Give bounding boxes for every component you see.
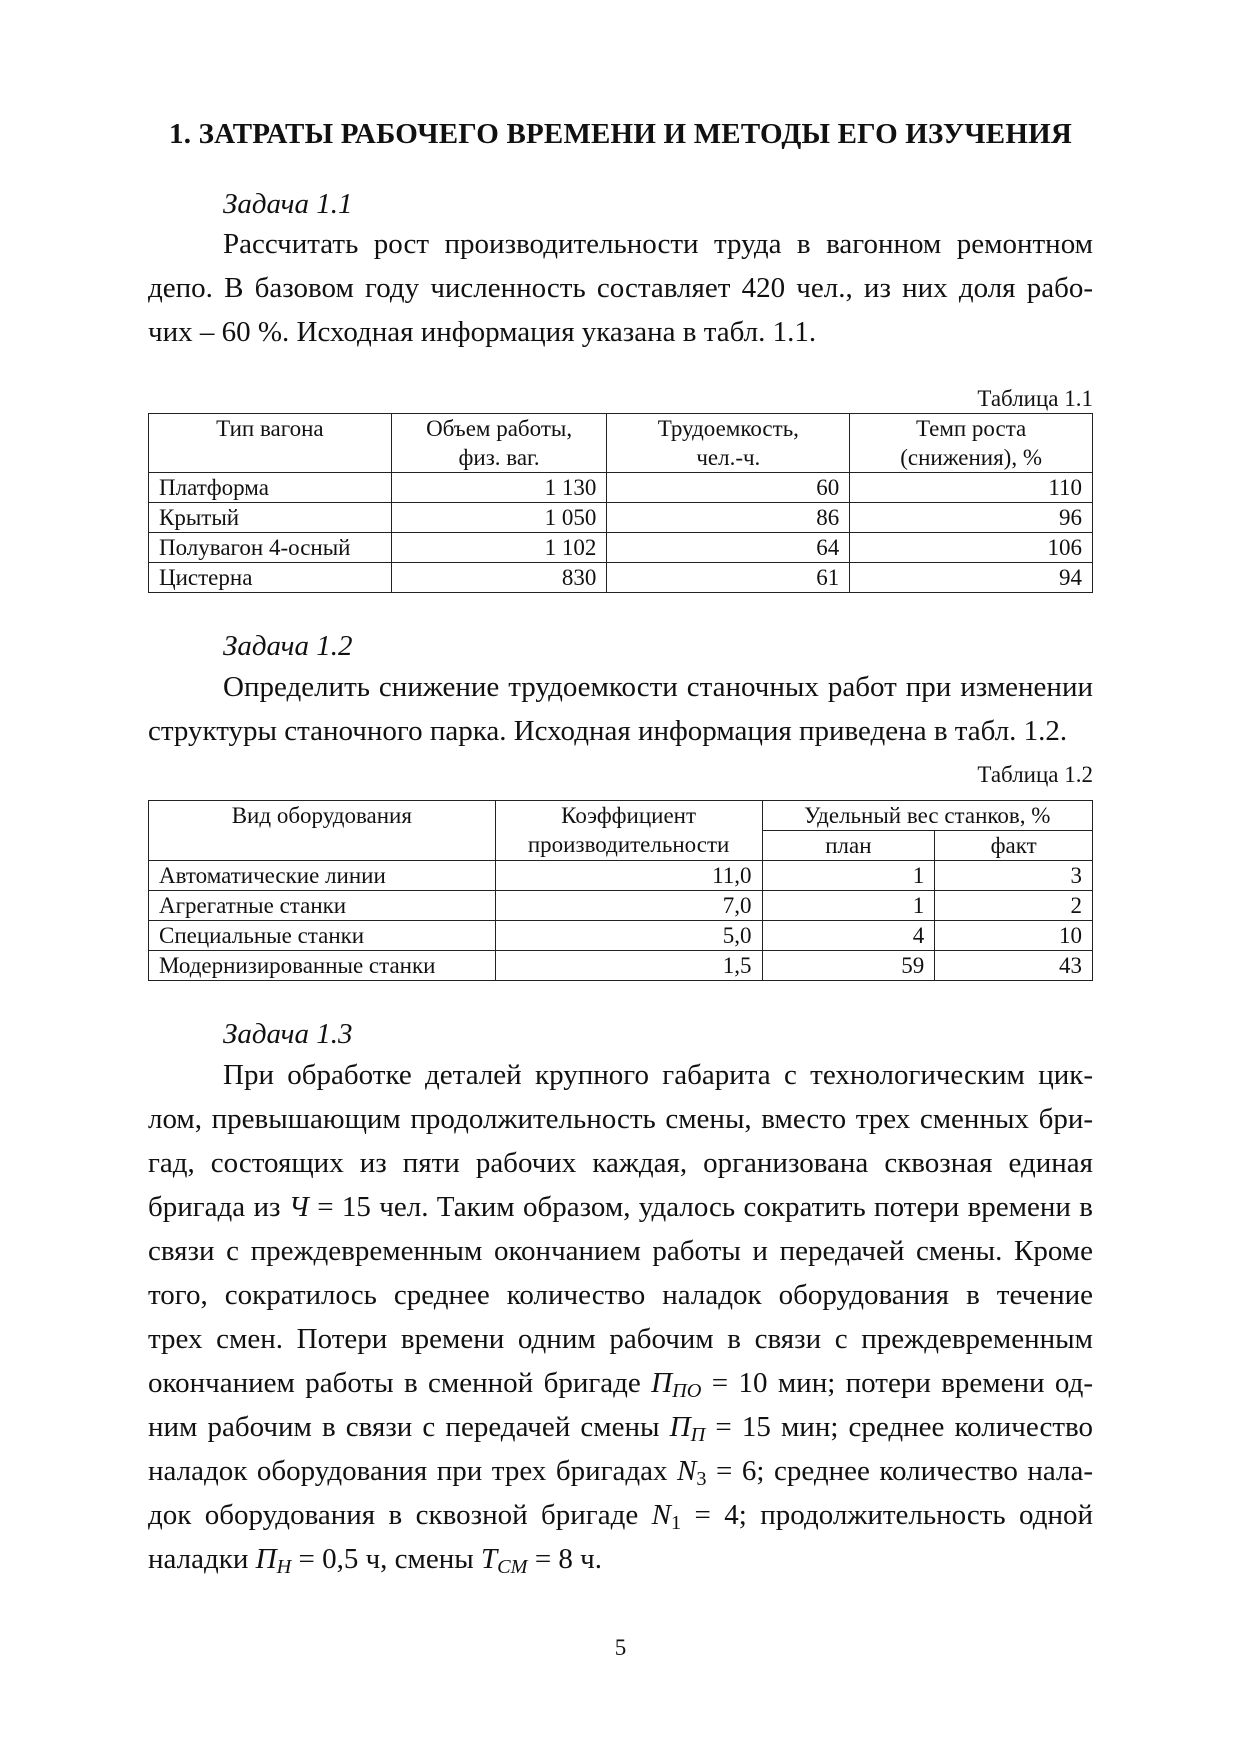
table-1-1	[148, 413, 1093, 593]
table-1-2-caption: Таблица 1.2	[977, 762, 1093, 787]
table-cell: 1 102	[391, 533, 607, 563]
table-cell: 110	[850, 473, 1093, 503]
chapter-heading: 1. ЗАТРАТЫ РАБОЧЕГО ВРЕМЕНИ И МЕТОДЫ ЕГО ИЗУЧЕНИЯ	[169, 118, 1072, 150]
table-cell: 11,0	[495, 861, 762, 891]
table-cell: Полувагон 4-осный	[149, 533, 392, 563]
task-1-1-title: Задача 1.1	[223, 188, 353, 220]
table-cell: 4	[762, 921, 935, 951]
paragraph-line: того, сократилось среднее количество наладок оборудования в течение	[148, 1279, 1093, 1311]
header-cell: Тип вагона	[149, 414, 392, 473]
header-cell: план	[762, 831, 935, 861]
table-cell: Модернизированные станки	[149, 951, 496, 981]
table-row	[149, 951, 1093, 981]
paragraph-line: наладок оборудования при трех бригадах $N_3 = 6$; среднее количество нала-	[148, 1455, 1093, 1491]
task-1-3-text	[148, 1053, 1093, 1581]
table-cell: 96	[850, 503, 1093, 533]
table-cell: 86	[607, 503, 850, 533]
table-cell: 3	[935, 861, 1093, 891]
table-header-row	[149, 801, 1093, 831]
paragraph-line: связи с преждевременным окончанием работы и передачей смены. Кроме	[148, 1235, 1093, 1267]
task-1-1-text	[148, 222, 1093, 354]
table-header-row	[149, 414, 1093, 473]
paragraph-line: структуры станочного парка. Исходная информация приведена в табл. 1.2.	[148, 715, 1068, 747]
header-cell: Коэффициент производительности	[495, 801, 762, 861]
table-cell: 7,0	[495, 891, 762, 921]
table-cell: 830	[391, 563, 607, 593]
paragraph-line: док оборудования в сквозной бригаде $N_1 = 4$; продолжительность одной	[148, 1499, 1093, 1535]
paragraph-line: При обработке деталей крупного габарита с технологическим цик-	[223, 1059, 1093, 1091]
paragraph-line: бригада из Ч = 15 чел. Таким образом, удалось сократить потери времени в	[148, 1191, 1093, 1223]
paragraph-line: трех смен. Потери времени одним рабочим в связи с преждевременным	[148, 1323, 1093, 1355]
table-cell: 60	[607, 473, 850, 503]
table-cell: 1 050	[391, 503, 607, 533]
table-cell: Крытый	[149, 503, 392, 533]
header-cell: Удельный вес станков, %	[762, 801, 1092, 831]
paragraph-line: окончанием работы в сменной бригаде $П_{ПО} = 10$ мин; потери времени од-	[148, 1367, 1093, 1403]
header-cell: факт	[935, 831, 1093, 861]
table-cell: 106	[850, 533, 1093, 563]
paragraph-line: депо. В базовом году численность составляет 420 чел., из них доля рабо-	[148, 272, 1093, 304]
table-cell: 1	[762, 861, 935, 891]
table-cell: 5,0	[495, 921, 762, 951]
table-cell: Специальные станки	[149, 921, 496, 951]
table-cell: 64	[607, 533, 850, 563]
paragraph-line: ним рабочим в связи с передачей смены $П_П = 15$ мин; среднее количество	[148, 1411, 1093, 1447]
header-cell: Вид оборудования	[149, 801, 496, 861]
header-cell: Темп роста (снижения), %	[850, 414, 1093, 473]
table-row	[149, 533, 1093, 563]
table-cell: 10	[935, 921, 1093, 951]
task-1-2-text	[148, 665, 1093, 753]
table-1-2	[148, 800, 1093, 981]
paragraph-line: гад, состоящих из пяти рабочих каждая, организована сквозная единая	[148, 1147, 1093, 1179]
header-cell: Объем работы, физ. ваг.	[391, 414, 607, 473]
table-cell: Цистерна	[149, 563, 392, 593]
table-cell: 43	[935, 951, 1093, 981]
table-cell: 1,5	[495, 951, 762, 981]
table-cell: 61	[607, 563, 850, 593]
table-row	[149, 921, 1093, 951]
table-row	[149, 503, 1093, 533]
table-cell: Агрегатные станки	[149, 891, 496, 921]
table-1-1-caption: Таблица 1.1	[977, 386, 1093, 411]
table-cell: 2	[935, 891, 1093, 921]
header-cell: Трудоемкость, чел.-ч.	[607, 414, 850, 473]
paragraph-line: Рассчитать рост производительности труда в вагонном ремонтном	[223, 228, 1093, 260]
table-cell: 59	[762, 951, 935, 981]
task-1-3-title: Задача 1.3	[223, 1018, 353, 1050]
table-row	[149, 473, 1093, 503]
paragraph-line: наладки $П_Н = 0,5$ ч, смены $Т_{СМ} = 8$ ч.	[148, 1543, 603, 1579]
table-row	[149, 891, 1093, 921]
table-row	[149, 563, 1093, 593]
table-cell: 1	[762, 891, 935, 921]
paragraph-line: чих – 60 %. Исходная информация указана в табл. 1.1.	[148, 316, 817, 348]
paragraph-line: лом, превышающим продолжительность смены, вместо трех сменных бри-	[148, 1103, 1093, 1135]
table-row	[149, 861, 1093, 891]
page-number: 5	[614, 1635, 627, 1660]
table-cell: 94	[850, 563, 1093, 593]
table-cell: Платформа	[149, 473, 392, 503]
task-1-2-title: Задача 1.2	[223, 630, 353, 662]
paragraph-line: Определить снижение трудоемкости станочных работ при изменении	[223, 671, 1093, 703]
table-cell: 1 130	[391, 473, 607, 503]
table-cell: Автоматические линии	[149, 861, 496, 891]
